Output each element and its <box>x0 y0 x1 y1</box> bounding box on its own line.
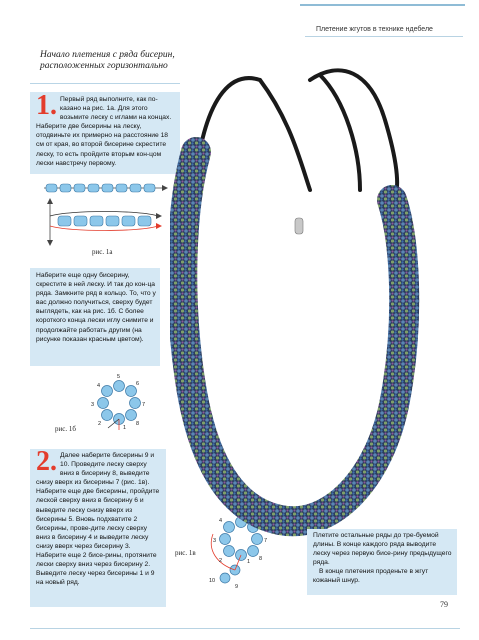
fig1b-label-5: 5 <box>117 374 121 380</box>
beaded-necklace-photo <box>170 40 470 600</box>
section-title: Начало плетения с ряда бисерин, расположенных горизонтально <box>40 50 175 71</box>
header-rule <box>300 4 465 6</box>
fig1b-label-3: 3 <box>91 402 95 408</box>
fig1b-label-6: 6 <box>136 381 140 387</box>
fig1v-label-2: 2 <box>219 558 223 564</box>
fig1v-label-5: 5 <box>239 510 243 516</box>
running-header: Плетение жгутов в технике ндебеле <box>316 26 433 33</box>
fig1v-label-6: 6 <box>259 518 263 524</box>
fig1v-label-3: 3 <box>213 538 217 544</box>
instruction-box-2 <box>30 268 160 366</box>
step1-text: Первый ряд выполните, как по-казано на рис. 1а. Для этого возьмите леску с иглами на концах. Наберите две бисерины на леску, отодвиньте их примерно на расстояние 18 см от края, во второй бисерине скрестите леску, то есть пройдите вторым кон-цом лески навстречу первому. <box>36 96 172 167</box>
box2-text: Наберите еще одну бисерину, скрестите в ней леску. И так до кон-ца ряда. Замкните ряд в кольцо. То, что у вас должно получиться, сверху будет выглядеть, как на рис. 1б. С более короткого конца лески иглу снимите и продолжайте работать другим (на рисунке показан красным цветом). <box>36 272 156 343</box>
instruction-box-4 <box>307 529 457 595</box>
step1-box <box>30 92 180 174</box>
fig1v-label-7: 7 <box>264 538 268 544</box>
leather-cord <box>200 70 397 195</box>
fig1v-label-4: 4 <box>219 518 223 524</box>
page-number: 79 <box>440 600 448 609</box>
step2-box <box>30 446 166 607</box>
silver-caps <box>189 145 397 234</box>
step2-number: 2. <box>36 446 57 477</box>
figure-1b-caption: рис. 1б <box>55 425 76 433</box>
figure-1b-diagram <box>88 372 150 434</box>
fig1b-label-2: 2 <box>98 421 102 427</box>
header-divider <box>305 36 463 37</box>
fig1b-label-8: 8 <box>136 421 140 427</box>
fig1b-label-7: 7 <box>142 402 146 408</box>
fig1b-label-1: 1 <box>123 425 127 431</box>
step1-number: 1. <box>36 90 57 121</box>
title-divider <box>30 83 180 84</box>
beaded-rope <box>182 152 404 521</box>
fig1v-label-1: 1 <box>247 559 251 565</box>
figure-1a-diagram <box>40 178 170 248</box>
figure-1v-caption: рис. 1в <box>175 549 196 557</box>
step2-text: Далее наберите бисерины 9 и 10. Проведите леску сверху вниз в бисерину 8, выведите снизу вверх из бисерины 7 (рис. 1в). Наберите еще две бисерины, пройдите леской сверху вниз в бисерину 6 и выведите леску снизу вверх из бисерины 5. Вновь подхватите 2 бисерины, прове-дите леску сверху вниз в бисерину 4 и выведите леску снизу вверх через бисерину 3. Наберите еще 2 бисе-рины, протяните лески сверху вниз через бисерину 2. Выведите леску через бисерины 1 и 9 на новый ряд. <box>36 452 160 587</box>
fig1v-label-9: 9 <box>235 584 239 590</box>
footer-divider <box>30 628 460 629</box>
bead-row-crossed <box>47 198 162 246</box>
fig1v-label-8: 8 <box>259 556 263 562</box>
box4-text-2: В конце плетения проденьте в жгут кожаный шнур. <box>313 568 429 585</box>
fig1b-label-4: 4 <box>97 383 101 389</box>
box4-text: Плетите остальные ряды до тре-буемой длины. В конце каждого ряда выводите леску через первую бисе-рину предыдущего ряда. <box>313 532 452 567</box>
fig1v-label-10: 10 <box>209 578 216 584</box>
figure-1a-caption: рис. 1а <box>92 248 113 256</box>
bead-row-top <box>44 184 168 192</box>
